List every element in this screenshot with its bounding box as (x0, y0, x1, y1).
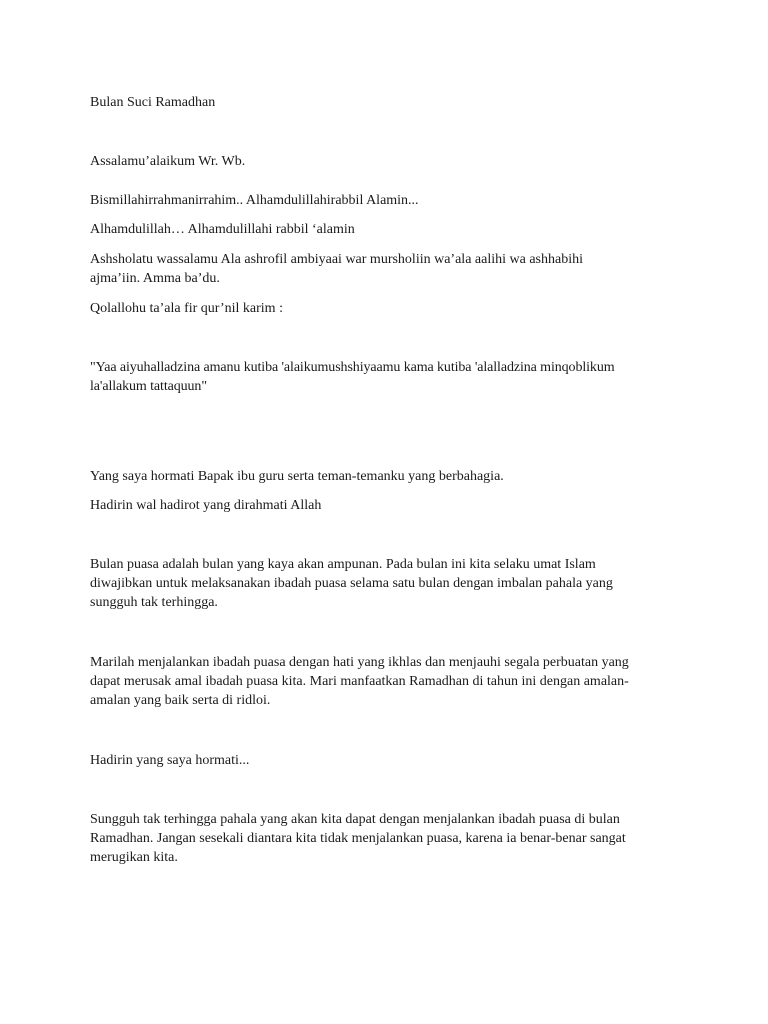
sholawat-line-2: ajma’iin. Amma ba’du. (90, 271, 220, 286)
sholawat-paragraph (90, 250, 690, 288)
paragraph-1-line-2: diwajibkan untuk melaksanakan ibadah puasa selama satu bulan dengan imbalan pahala yang (90, 576, 613, 591)
document-title: Bulan Suci Ramadhan (90, 95, 216, 110)
opening-line-1: Bismillahirrahmanirrahim.. Alhamdulillahirabbil Alamin... (90, 193, 419, 208)
greeting-line: Assalamu’alaikum Wr. Wb. (90, 154, 246, 169)
paragraph-2-line-3: amalan yang baik serta di ridloi. (90, 693, 271, 708)
opening-line-2: Alhamdulillah… Alhamdulillahi rabbil ‘alamin (90, 222, 355, 237)
verse-paragraph (90, 358, 690, 396)
address-line-1: Yang saya hormati Bapak ibu guru serta teman-temanku yang berbahagia. (90, 469, 504, 484)
qola-line: Qolallohu ta’ala fir qur’nil karim : (90, 301, 283, 316)
paragraph-2-line-1: Marilah menjalankan ibadah puasa dengan hati yang ikhlas dan menjauhi segala perbuatan yang (90, 655, 629, 670)
sholawat-line-1: Ashsholatu wassalamu Ala ashrofil ambiyaai war mursholiin wa’ala aalihi wa ashhabihi (90, 252, 583, 267)
paragraph-3-line-3: merugikan kita. (90, 850, 178, 865)
paragraph-1-line-3: sungguh tak terhingga. (90, 595, 218, 610)
body-paragraph-3 (90, 810, 690, 867)
address-line-3: Hadirin yang saya hormati... (90, 753, 250, 768)
paragraph-1-line-1: Bulan puasa adalah bulan yang kaya akan ampunan. Pada bulan ini kita selaku umat Islam (90, 557, 596, 572)
body-paragraph-1 (90, 555, 690, 612)
body-paragraph-2 (90, 653, 690, 710)
address-line-2: Hadirin wal hadirot yang dirahmati Allah (90, 498, 322, 513)
paragraph-3-line-2: Ramadhan. Jangan sesekali diantara kita tidak menjalankan puasa, karena ia benar-benar sangat (90, 831, 626, 846)
paragraph-3-line-1: Sungguh tak terhingga pahala yang akan kita dapat dengan menjalankan ibadah puasa di bulan (90, 812, 620, 827)
verse-line-2: la'allakum tattaquun" (90, 379, 207, 394)
paragraph-2-line-2: dapat merusak amal ibadah puasa kita. Mari manfaatkan Ramadhan di tahun ini dengan amalan- (90, 674, 629, 689)
verse-line-1: "Yaa aiyuhalladzina amanu kutiba 'alaikumushshiyaamu kama kutiba 'alalladzina minqoblikum (90, 360, 615, 375)
